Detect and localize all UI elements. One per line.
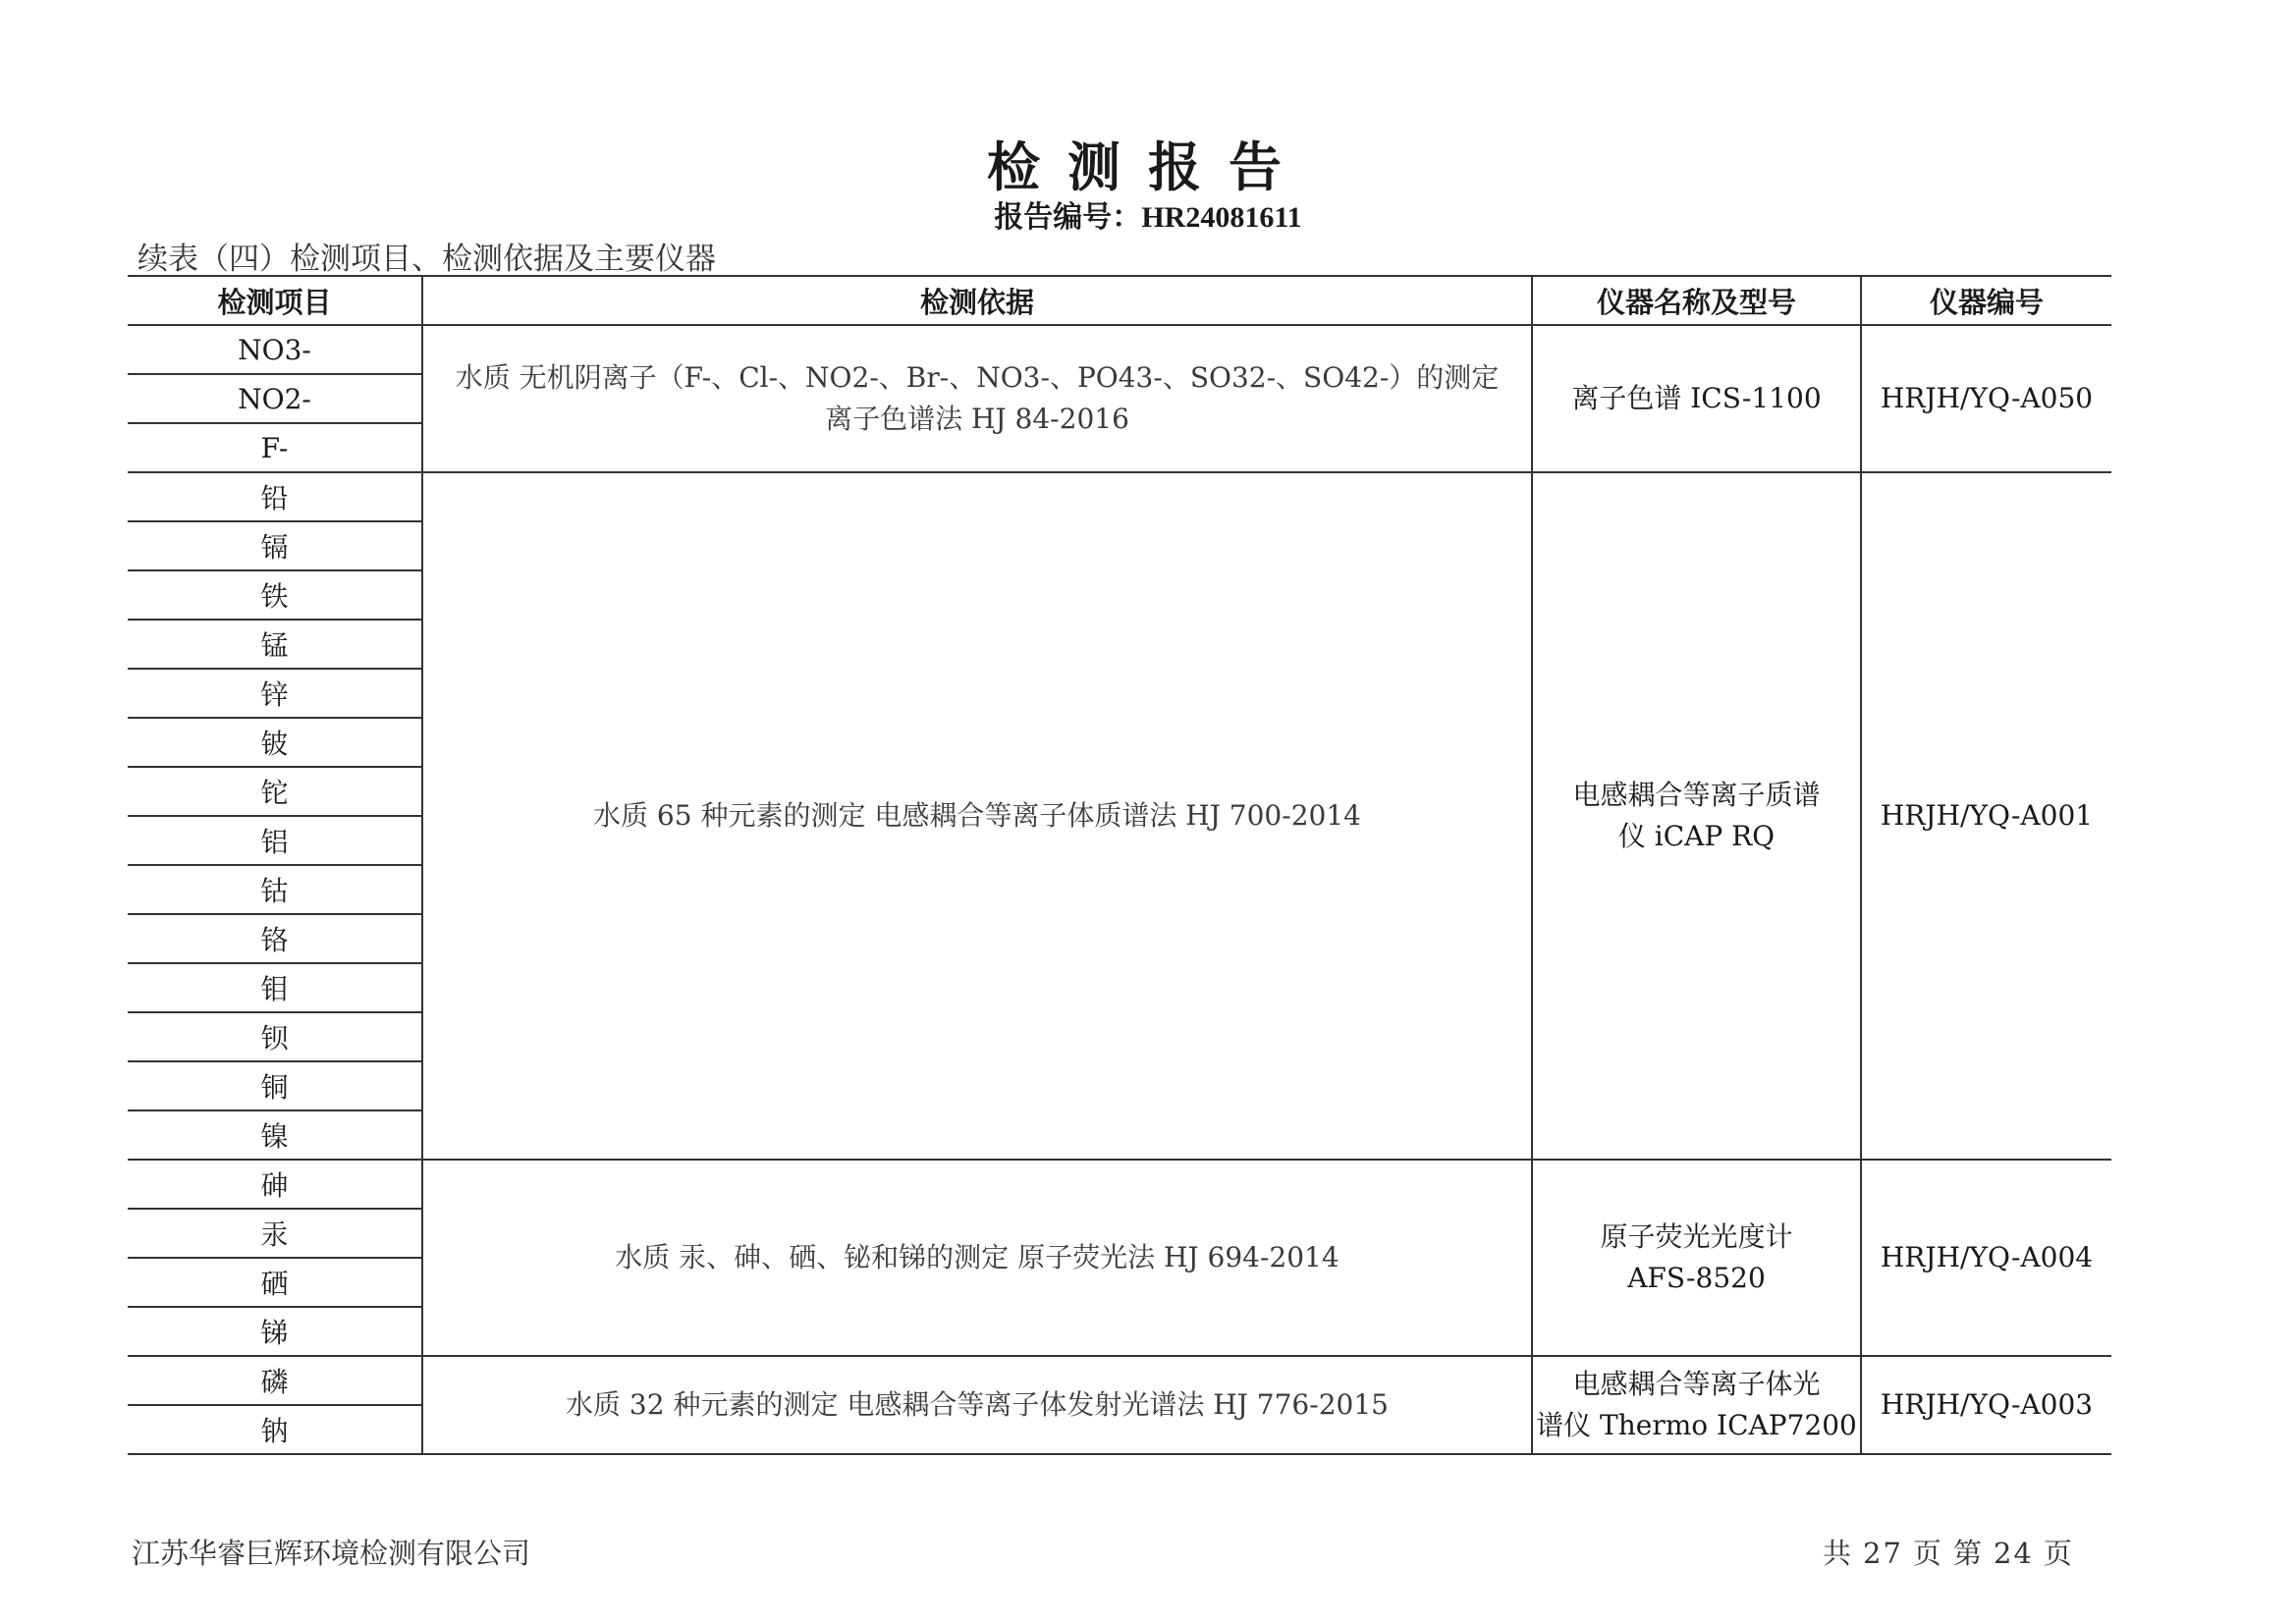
basis-cell xyxy=(422,1160,1532,1356)
current-unit: 页 xyxy=(2043,1537,2074,1570)
item-cell: 汞 xyxy=(128,1209,422,1258)
item-cell: 钠 xyxy=(128,1405,422,1454)
basis-line: 水质 32 种元素的测定 电感耦合等离子体发射光谱法 HJ 776-2015 xyxy=(566,1388,1389,1421)
total-label: 共 xyxy=(1823,1537,1854,1570)
code-cell: HRJH/YQ-A003 xyxy=(1861,1356,2111,1454)
header-instrument: 仪器名称及型号 xyxy=(1532,276,1861,325)
instrument-line: 仪 iCAP RQ xyxy=(1617,820,1776,852)
instrument-line: 电感耦合等离子体光 xyxy=(1572,1368,1821,1400)
item-cell: 铊 xyxy=(128,767,422,816)
item-cell: 钼 xyxy=(128,963,422,1012)
item-cell: NO2- xyxy=(128,374,422,423)
item-cell: 铁 xyxy=(128,570,422,620)
instrument-cell xyxy=(1532,472,1861,1160)
table-row xyxy=(128,325,2111,374)
current-label: 第 xyxy=(1952,1537,1984,1570)
test-items-table xyxy=(128,275,2111,1455)
basis-line: 水质 65 种元素的测定 电感耦合等离子体质谱法 HJ 700-2014 xyxy=(593,799,1361,832)
instrument-cell xyxy=(1532,325,1861,472)
item-cell: 钴 xyxy=(128,865,422,914)
table-row xyxy=(128,1160,2111,1209)
header-basis: 检测依据 xyxy=(422,276,1532,325)
item-cell: 锑 xyxy=(128,1307,422,1356)
code-cell: HRJH/YQ-A004 xyxy=(1861,1160,2111,1356)
item-cell: 镉 xyxy=(128,521,422,570)
item-cell: 锌 xyxy=(128,669,422,718)
item-cell: F- xyxy=(128,423,422,472)
header-item: 检测项目 xyxy=(128,276,422,325)
total-pages: 27 xyxy=(1863,1537,1903,1570)
code-cell: HRJH/YQ-A001 xyxy=(1861,472,2111,1160)
page-indicator xyxy=(1823,1532,2074,1572)
item-cell: 硒 xyxy=(128,1258,422,1307)
total-unit: 页 xyxy=(1912,1537,1943,1570)
basis-line: 水质 无机阴离子（F-、Cl-、NO2-、Br-、NO3-、PO43-、SO32-、SO42-）的测定 xyxy=(455,361,1500,394)
table-row xyxy=(128,472,2111,521)
instrument-line: 离子色谱 ICS-1100 xyxy=(1571,382,1822,414)
item-cell: NO3- xyxy=(128,325,422,374)
item-cell: 铍 xyxy=(128,718,422,767)
item-cell: 砷 xyxy=(128,1160,422,1209)
current-page: 24 xyxy=(1993,1537,2034,1570)
item-cell: 铜 xyxy=(128,1061,422,1110)
report-title: 检测报告 xyxy=(987,135,1309,198)
item-cell: 铬 xyxy=(128,914,422,963)
table-header-row xyxy=(128,276,2111,325)
item-cell: 钡 xyxy=(128,1012,422,1061)
item-cell: 镍 xyxy=(128,1110,422,1160)
item-cell: 磷 xyxy=(128,1356,422,1405)
item-cell: 铝 xyxy=(128,816,422,865)
instrument-line: 电感耦合等离子质谱 xyxy=(1572,779,1821,811)
basis-line: 离子色谱法 HJ 84-2016 xyxy=(825,403,1129,435)
table-row xyxy=(128,1356,2111,1405)
instrument-cell xyxy=(1532,1356,1861,1454)
table-caption: 续表（四）检测项目、检测依据及主要仪器 xyxy=(137,242,716,277)
instrument-line: 原子荧光光度计 xyxy=(1600,1220,1793,1253)
basis-cell xyxy=(422,1356,1532,1454)
item-cell: 铅 xyxy=(128,472,422,521)
report-number-label: 报告编号： xyxy=(994,200,1142,235)
basis-line: 水质 汞、砷、硒、铋和锑的测定 原子荧光法 HJ 694-2014 xyxy=(615,1241,1339,1273)
report-number xyxy=(0,192,2296,236)
instrument-cell xyxy=(1532,1160,1861,1356)
basis-cell xyxy=(422,325,1532,472)
instrument-line: AFS-8520 xyxy=(1627,1262,1766,1294)
report-number-value: HR24081611 xyxy=(1141,201,1302,234)
instrument-line: 谱仪 Thermo ICAP7200 xyxy=(1536,1409,1857,1441)
company-name: 江苏华睿巨辉环境检测有限公司 xyxy=(132,1537,531,1570)
code-cell: HRJH/YQ-A050 xyxy=(1861,325,2111,472)
header-code: 仪器编号 xyxy=(1861,276,2111,325)
item-cell: 锰 xyxy=(128,620,422,669)
basis-cell xyxy=(422,472,1532,1160)
